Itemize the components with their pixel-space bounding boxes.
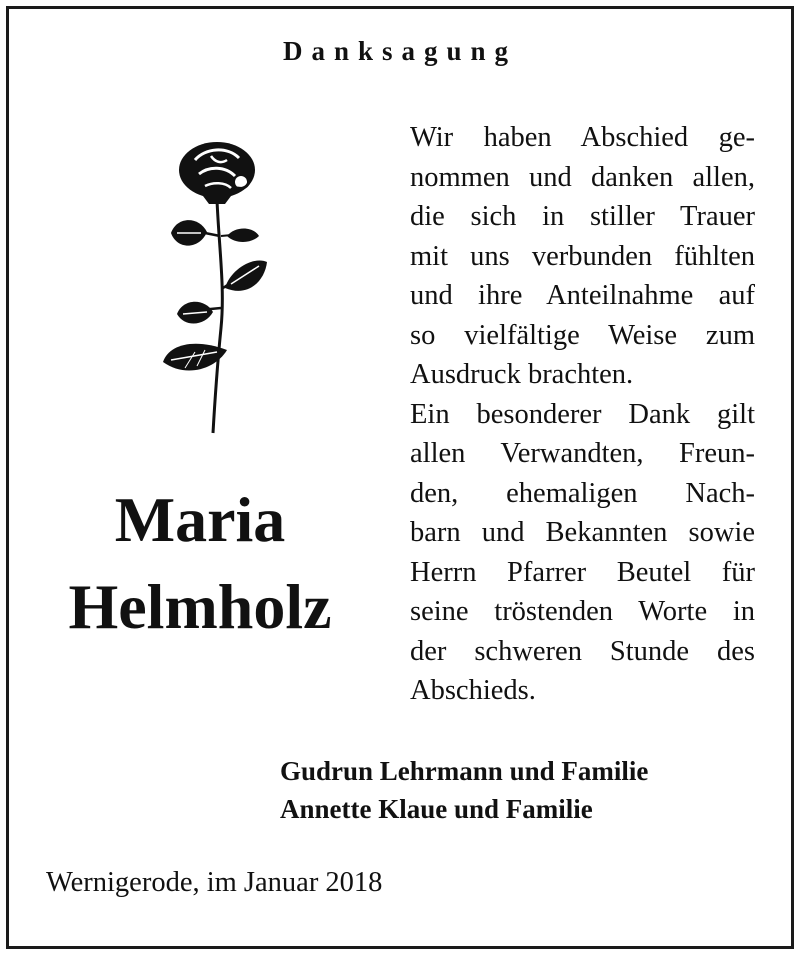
- deceased-last-name: Helmholz: [68, 571, 332, 642]
- deceased-first-name: Maria: [114, 484, 286, 555]
- body-line: seine tröstenden Worte in: [410, 596, 755, 627]
- notice-title: Danksagung: [282, 36, 518, 66]
- place-and-date: Wernigerode, im Januar 2018: [46, 867, 383, 898]
- signer-name: Gudrun Lehrmann und Familie: [280, 756, 649, 786]
- body-line: Ein besonderer Dank gilt: [410, 398, 755, 430]
- body-line: allen Verwandten, Freun-: [410, 438, 755, 469]
- body-line: Herrn Pfarrer Beutel für: [410, 556, 755, 588]
- signer-name: Annette Klaue und Familie: [280, 794, 593, 824]
- body-line: die sich in stiller Trauer: [410, 201, 755, 232]
- body-line: nommen und danken allen,: [410, 161, 755, 193]
- body-line: den, ehemaligen Nach-: [410, 477, 755, 509]
- body-line: Wir haben Abschied ge-: [410, 122, 755, 153]
- body-line: Abschieds.: [410, 675, 536, 706]
- body-line: Ausdruck brachten.: [410, 359, 634, 390]
- body-line: und ihre Anteilnahme auf: [410, 280, 755, 311]
- signers-block: [280, 752, 648, 828]
- body-line: barn und Bekannten sowie: [410, 517, 755, 548]
- notice-body-text: [410, 118, 755, 711]
- body-line: der schweren Stunde des: [410, 635, 755, 667]
- body-line: so vielfältige Weise zum: [410, 319, 755, 351]
- body-line: mit uns verbunden fühlten: [410, 240, 755, 272]
- rose-icon: [155, 138, 280, 438]
